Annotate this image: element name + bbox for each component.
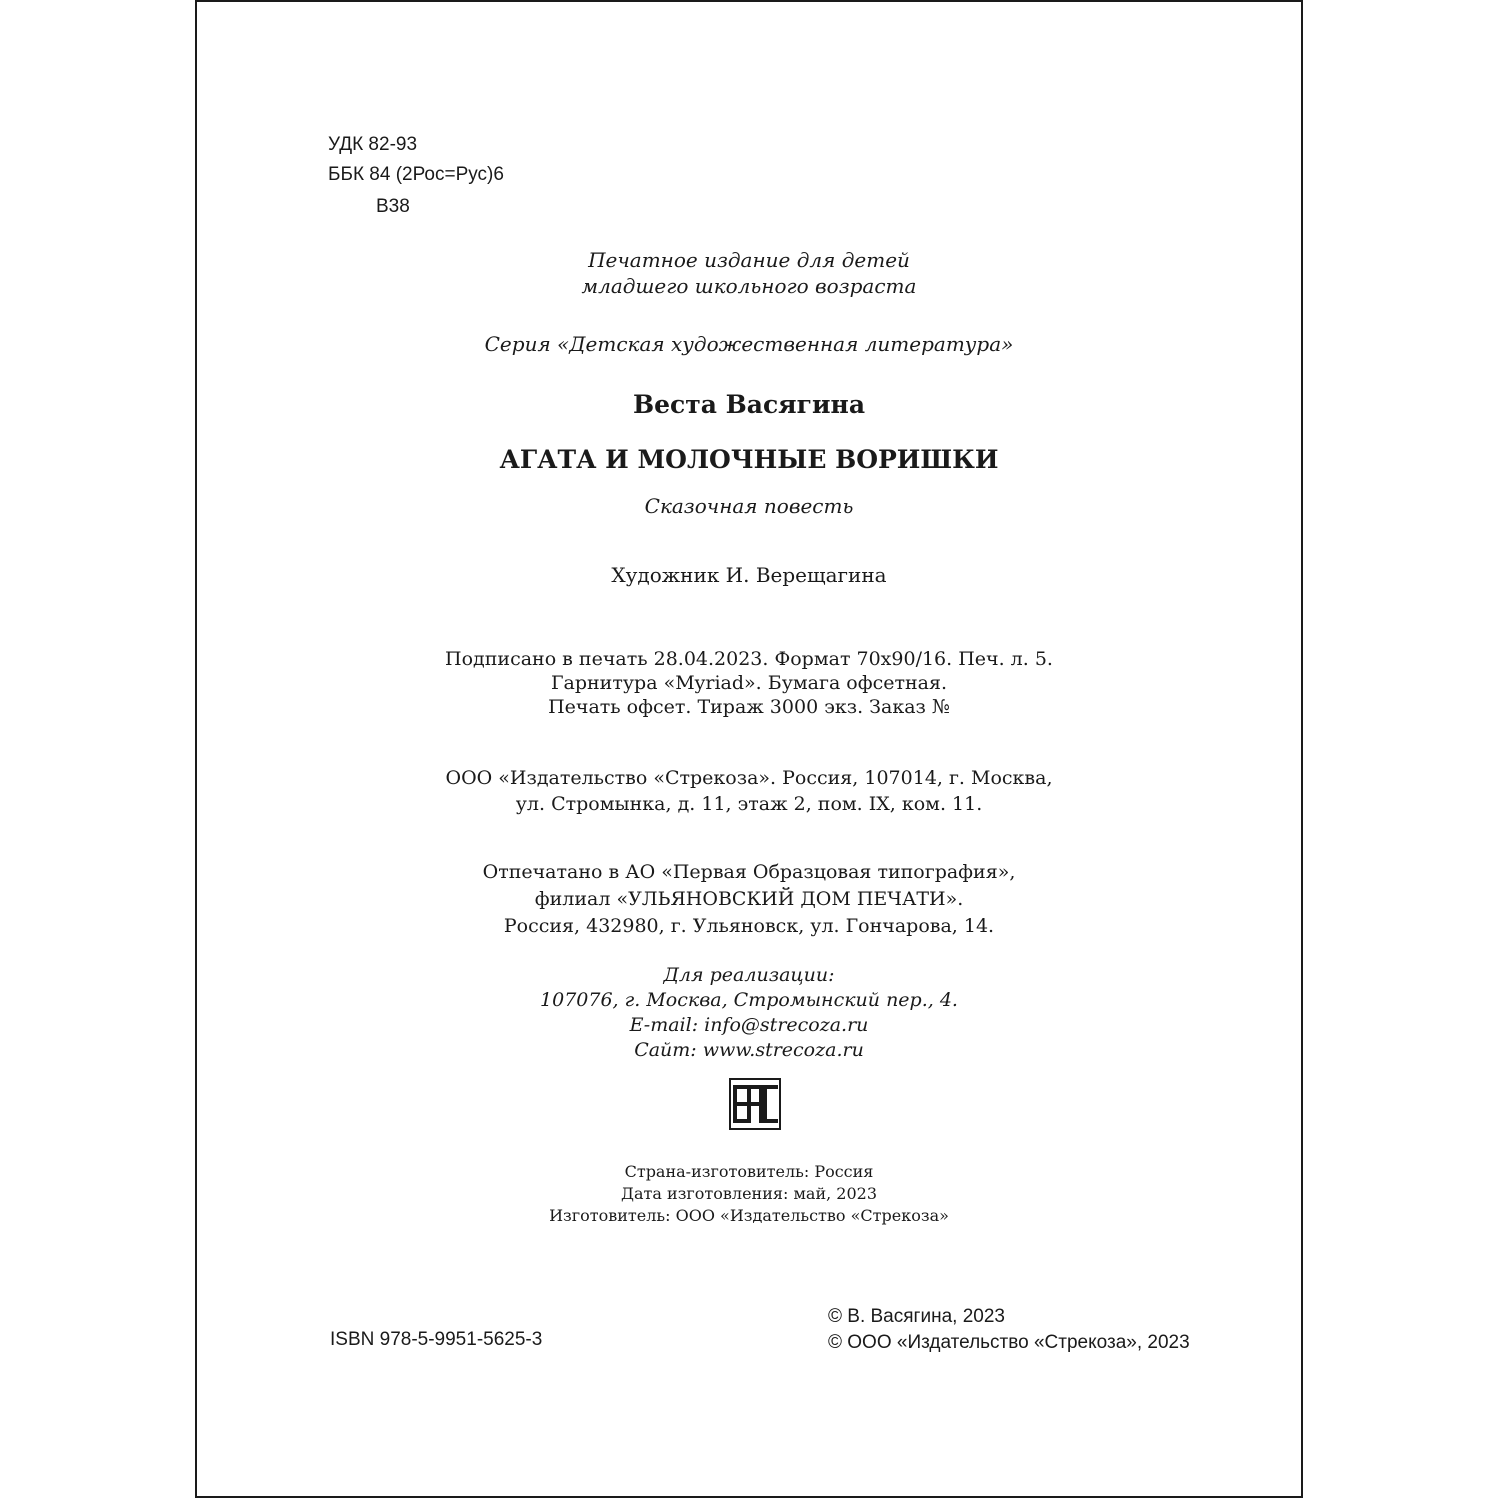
distribution-info <box>197 963 1301 1063</box>
printer-info <box>197 859 1301 940</box>
audience-note <box>197 247 1301 299</box>
copyright-block <box>828 1304 1190 1356</box>
print-info <box>197 647 1301 719</box>
book-title: АГАТА И МОЛОЧНЫЕ ВОРИШКИ <box>499 445 999 474</box>
manufacturer-info <box>197 1161 1301 1227</box>
bbk-code: ББК 84 (2Рос=Рус)6 <box>328 164 504 185</box>
book-imprint-page <box>195 0 1303 1498</box>
printer-line-3: Россия, 432980, г. Ульяновск, ул. Гончарова, 14. <box>503 915 995 937</box>
book-genre: Сказочная повесть <box>644 494 854 518</box>
author-mark: В38 <box>376 196 410 217</box>
audience-line-2: младшего школьного возраста <box>581 274 917 298</box>
distribution-site: Сайт: www.strecoza.ru <box>634 1039 864 1061</box>
print-info-line-2: Гарнитура «Myriad». Бумага офсетная. <box>550 672 948 694</box>
manufacturer-line-2: Дата изготовления: май, 2023 <box>621 1184 877 1203</box>
printer-line-1: Отпечатано в АО «Первая Образцовая типография», <box>482 861 1016 883</box>
copyright-publisher: © ООО «Издательство «Стрекоза», 2023 <box>828 1332 1190 1353</box>
manufacturer-line-1: Страна-изготовитель: Россия <box>624 1162 874 1181</box>
eac-mark-icon <box>729 1078 781 1130</box>
manufacturer-line-3: Изготовитель: ООО «Издательство «Стрекоза» <box>549 1206 949 1225</box>
publisher-address-line-2: ул. Стромынка, д. 11, этаж 2, пом. IX, ком. 11. <box>515 793 983 815</box>
printer-line-2: филиал «УЛЬЯНОВСКИЙ ДОМ ПЕЧАТИ». <box>534 888 964 910</box>
publisher-address-line-1: ООО «Издательство «Стрекоза». Россия, 107014, г. Москва, <box>445 767 1053 789</box>
audience-line-1: Печатное издание для детей <box>588 248 910 272</box>
copyright-author: © В. Васягина, 2023 <box>828 1306 1005 1327</box>
isbn: ISBN 978-5-9951-5625-3 <box>330 1329 543 1350</box>
publisher-address <box>197 765 1301 817</box>
distribution-line-2: 107076, г. Москва, Стромынский пер., 4. <box>540 989 958 1011</box>
series-title: Серия «Детская художественная литература» <box>484 332 1014 356</box>
print-info-line-1: Подписано в печать 28.04.2023. Формат 70x90/16. Печ. л. 5. <box>445 648 1053 670</box>
distribution-line-1: Для реализации: <box>663 964 835 986</box>
print-info-line-3: Печать офсет. Тираж 3000 экз. Заказ № <box>548 696 950 718</box>
illustrator: Художник И. Верещагина <box>611 563 887 587</box>
distribution-email: E-mail: info@strecoza.ru <box>629 1014 869 1036</box>
udk-code: УДК 82-93 <box>328 134 418 155</box>
author-name: Веста Васягина <box>632 390 866 419</box>
